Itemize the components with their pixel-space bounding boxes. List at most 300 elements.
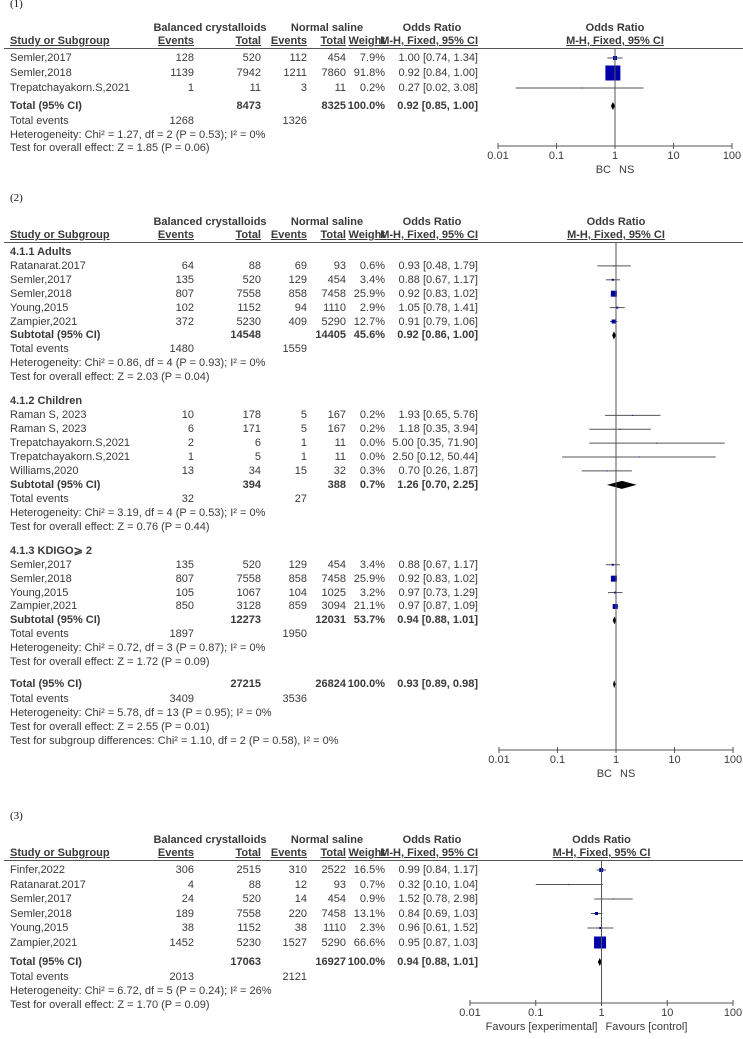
- x-tick-label: 0.1: [548, 150, 565, 162]
- effect-box: [612, 279, 614, 281]
- subtotal-label: Subtotal (95% CI): [10, 329, 101, 342]
- weight: 0.0%: [359, 437, 385, 450]
- odds-ratio-ci: 0.92 [0.84, 1.00]: [398, 67, 478, 79]
- subgroup-differences-text: Test for subgroup differences: Chi² = 1.10, df = 2 (P = 0.58), I² = 0%: [10, 734, 339, 747]
- total-bc: 1152: [237, 301, 261, 314]
- odds-ratio-ci: 1.26 [0.70, 2.25]: [397, 478, 478, 491]
- events-bc: 135: [175, 273, 194, 286]
- events-bc: 128: [175, 52, 194, 64]
- weight: 3.4%: [359, 273, 385, 286]
- events-header: Events: [157, 229, 194, 241]
- total-bc: 7558: [236, 907, 261, 920]
- events-bc: 1480: [169, 343, 194, 356]
- odds-ratio-ci: 0.91 [0.79, 1.06]: [398, 315, 478, 328]
- events-ns: 12: [294, 878, 307, 891]
- total-ns: 12031: [315, 614, 346, 627]
- total-label: Total (95% CI): [10, 100, 82, 112]
- events-header: Events: [157, 847, 194, 859]
- total-ns: 454: [327, 52, 346, 64]
- plot-title: Odds Ratio: [572, 834, 631, 846]
- total-label: Total (95% CI): [10, 678, 82, 691]
- odds-ratio-ci: 0.97 [0.73, 1.29]: [398, 586, 478, 599]
- events-ns: 1: [300, 451, 307, 464]
- study-name: Zampier,2021: [10, 936, 78, 949]
- events-ns: 129: [288, 273, 307, 286]
- total-bc: 394: [242, 478, 261, 491]
- total-bc: 3128: [236, 600, 261, 613]
- events-ns: 2121: [282, 971, 307, 983]
- study-name: Semler,2017: [10, 52, 72, 64]
- weight: 21.1%: [353, 600, 385, 613]
- total-bc: 520: [242, 558, 261, 571]
- weight: 16.5%: [353, 864, 385, 876]
- study-name: Semler,2017: [10, 893, 72, 905]
- study-name: Raman S, 2023: [10, 409, 87, 422]
- study-name: Semler,2017: [10, 273, 72, 286]
- overall-effect-text: Test for overall effect: Z = 2.03 (P = 0.04): [10, 371, 210, 384]
- odds-ratio-ci: 0.92 [0.85, 1.00]: [397, 100, 478, 112]
- study-name: Semler,2018: [10, 907, 72, 920]
- odds-ratio-ci: 0.94 [0.88, 1.01]: [397, 956, 478, 968]
- effect-box: [656, 443, 657, 444]
- total-ns: 1110: [323, 301, 346, 314]
- total-bc: 17063: [230, 956, 261, 968]
- weight-header: Weight: [348, 847, 385, 859]
- favours-left-label: BC: [595, 164, 611, 176]
- overall-effect-text: Test for overall effect: Z = 0.76 (P = 0.44): [10, 520, 210, 533]
- odds-ratio-ci: 0.88 [0.67, 1.17]: [398, 273, 478, 286]
- effect-box: [614, 265, 615, 266]
- weight: 2.9%: [359, 301, 385, 314]
- odds-ratio-ci: 0.27 [0.02, 3.08]: [398, 82, 478, 94]
- subgroup-title: 4.1.1 Adults: [10, 246, 72, 258]
- summary-diamond: [607, 481, 637, 489]
- total-ns: 93: [333, 878, 346, 891]
- events-bc: 2: [187, 437, 194, 450]
- overall-effect-text: Test for overall effect: Z = 1.72 (P = 0.09): [10, 656, 210, 669]
- heterogeneity-text: Heterogeneity: Chi² = 0.72, df = 3 (P = 0.87); I² = 0%: [10, 642, 266, 655]
- weight: 0.7%: [359, 478, 385, 491]
- events-ns: 1211: [283, 67, 307, 79]
- odds-ratio-ci: 0.93 [0.89, 0.98]: [397, 678, 478, 691]
- panel-label: (2): [10, 192, 23, 204]
- weight: 7.9%: [359, 52, 385, 64]
- events-ns: 1326: [282, 115, 307, 127]
- total-events-label: Total events: [10, 628, 69, 641]
- overall-effect-text: Test for overall effect: Z = 1.70 (P = 0.09): [10, 999, 210, 1011]
- total-ns: 14405: [315, 329, 346, 342]
- weight: 0.3%: [359, 464, 385, 477]
- total-ns: 11: [334, 451, 346, 464]
- overall-effect-text: Test for overall effect: Z = 1.85 (P = 0.06): [10, 142, 210, 154]
- weight: 45.6%: [353, 329, 385, 342]
- x-tick-label: 0.1: [549, 754, 566, 766]
- or-column-header: Odds Ratio: [402, 216, 462, 228]
- total-ns: 1025: [321, 586, 346, 599]
- total-bc: 88: [248, 259, 261, 272]
- weight: 0.9%: [359, 893, 385, 905]
- total-ns: 1110: [323, 922, 346, 934]
- effect-box: [594, 937, 606, 949]
- events-header: Events: [157, 35, 194, 47]
- events-bc: 32: [181, 492, 194, 505]
- study-name: Trepatchayakorn.S,2021: [10, 451, 131, 464]
- study-name: Semler,2018: [10, 67, 72, 79]
- study-name: Zampier,2021: [10, 315, 78, 328]
- events-bc: 2013: [169, 971, 194, 983]
- effect-box: [605, 66, 620, 81]
- odds-ratio-ci: 0.92 [0.83, 1.02]: [398, 572, 478, 585]
- x-tick-label: 0.01: [488, 754, 510, 766]
- study-name: Ratanarat.2017: [10, 259, 86, 272]
- events-ns: 859: [288, 600, 307, 613]
- events-bc: 1268: [169, 115, 194, 127]
- study-name: Zampier,2021: [10, 600, 78, 613]
- effect-box: [612, 564, 614, 566]
- weight: 0.2%: [359, 409, 385, 422]
- events-bc: 38: [181, 922, 194, 934]
- weight: 66.6%: [353, 936, 385, 949]
- total-bc: 1152: [237, 922, 261, 934]
- study-name: Raman S, 2023: [10, 423, 87, 436]
- subgroup-title: 4.1.3 KDIGO⩾ 2: [10, 544, 92, 557]
- total-events-label: Total events: [10, 971, 69, 983]
- or-method-header: M-H, Fixed, 95% CI: [380, 229, 478, 241]
- events-bc: 1452: [169, 936, 194, 949]
- weight: 2.3%: [359, 922, 385, 934]
- total-header: Total: [235, 35, 261, 47]
- study-name: Young,2015: [10, 301, 69, 314]
- total-bc: 171: [242, 423, 261, 436]
- effect-box: [632, 415, 633, 416]
- study-column-header: Study or Subgroup: [10, 847, 110, 859]
- effect-box: [595, 912, 598, 915]
- weight: 0.2%: [359, 423, 385, 436]
- events-bc: 24: [181, 893, 194, 905]
- overall-effect-text: Test for overall effect: Z = 2.55 (P = 0.01): [10, 721, 210, 734]
- events-ns: 69: [294, 259, 307, 272]
- events-ns: 1950: [282, 628, 307, 641]
- study-name: Young,2015: [10, 922, 69, 934]
- total-ns: 5290: [321, 936, 346, 949]
- total-header: Total: [320, 35, 346, 47]
- weight: 100.0%: [347, 678, 385, 691]
- events-ns: 310: [288, 864, 307, 876]
- odds-ratio-ci: 0.92 [0.83, 1.02]: [398, 287, 478, 300]
- total-ns: 167: [327, 423, 346, 436]
- weight-header: Weight: [348, 35, 385, 47]
- events-ns: 3: [300, 82, 307, 94]
- odds-ratio-ci: 0.94 [0.88, 1.01]: [397, 614, 478, 627]
- events-bc: 189: [175, 907, 194, 920]
- effect-box: [612, 320, 616, 324]
- weight: 3.4%: [359, 558, 385, 571]
- plot-method-header: M-H, Fixed, 95% CI: [566, 35, 664, 47]
- total-ns: 8325: [321, 100, 346, 112]
- x-tick-label: 0.01: [459, 1007, 481, 1019]
- total-header: Total: [235, 229, 261, 241]
- events-ns: 1559: [282, 343, 307, 356]
- study-name: Young,2015: [10, 586, 69, 599]
- events-bc: 807: [175, 287, 194, 300]
- group1-header: Balanced crystalloids: [153, 22, 267, 34]
- x-tick-label: 10: [661, 1007, 674, 1019]
- total-bc: 7558: [236, 287, 261, 300]
- total-label: Total (95% CI): [10, 956, 82, 968]
- study-name: Trepatchayakorn.S,2021: [10, 437, 131, 450]
- group2-header: Normal saline: [290, 834, 364, 846]
- heterogeneity-text: Heterogeneity: Chi² = 6.72, df = 5 (P = 0.24); I² = 26%: [10, 985, 272, 997]
- total-ns: 454: [327, 893, 346, 905]
- weight: 100.0%: [347, 100, 385, 112]
- events-bc: 1897: [169, 628, 194, 641]
- total-ns: 7458: [321, 572, 346, 585]
- events-header: Events: [270, 35, 307, 47]
- weight-header: Weight: [348, 229, 385, 241]
- or-method-header: M-H, Fixed, 95% CI: [380, 35, 478, 47]
- events-ns: 5: [300, 409, 307, 422]
- effect-box: [639, 457, 640, 458]
- study-name: Finfer,2022: [10, 864, 66, 876]
- weight: 3.2%: [359, 586, 385, 599]
- total-ns: 454: [327, 273, 346, 286]
- events-ns: 858: [288, 287, 307, 300]
- total-bc: 5230: [236, 315, 261, 328]
- total-ns: 11: [334, 82, 346, 94]
- odds-ratio-ci: 0.70 [0.26, 1.87]: [398, 464, 478, 477]
- weight: 13.1%: [353, 907, 385, 920]
- odds-ratio-ci: 0.96 [0.61, 1.52]: [398, 922, 478, 934]
- total-bc: 6: [254, 437, 261, 450]
- events-bc: 105: [175, 586, 194, 599]
- study-name: Semler,2018: [10, 572, 72, 585]
- events-ns: 15: [294, 464, 307, 477]
- or-column-header: Odds Ratio: [402, 834, 462, 846]
- study-column-header: Study or Subgroup: [10, 35, 110, 47]
- odds-ratio-ci: 2.50 [0.12, 50.44]: [392, 451, 478, 464]
- total-header: Total: [320, 229, 346, 241]
- x-tick-label: 0.1: [528, 1007, 544, 1019]
- odds-ratio-ci: 0.32 [0.10, 1.04]: [398, 878, 478, 891]
- total-ns: 26824: [315, 678, 346, 691]
- total-events-label: Total events: [10, 693, 69, 706]
- odds-ratio-ci: 0.84 [0.69, 1.03]: [398, 907, 478, 920]
- study-name: Semler,2018: [10, 287, 72, 300]
- total-bc: 5230: [236, 936, 261, 949]
- weight: 0.0%: [359, 451, 385, 464]
- study-name: Williams,2020: [10, 464, 79, 477]
- weight: 12.7%: [353, 315, 385, 328]
- events-bc: 3409: [169, 693, 194, 706]
- odds-ratio-ci: 0.97 [0.87, 1.09]: [398, 600, 478, 613]
- total-bc: 5: [254, 451, 261, 464]
- total-bc: 7942: [236, 67, 261, 79]
- x-tick-label: 10: [667, 150, 680, 162]
- heterogeneity-text: Heterogeneity: Chi² = 3.19, df = 4 (P = 0.53); I² = 0%: [10, 506, 266, 519]
- events-bc: 1: [187, 451, 194, 464]
- subgroup-title: 4.1.2 Children: [10, 395, 83, 408]
- events-header: Events: [270, 847, 307, 859]
- plot-title: Odds Ratio: [585, 22, 645, 34]
- total-bc: 8473: [236, 100, 261, 112]
- weight: 25.9%: [353, 572, 385, 585]
- events-ns: 27: [294, 492, 307, 505]
- summary-diamond: [611, 102, 615, 110]
- effect-box: [568, 884, 569, 885]
- total-bc: 88: [248, 878, 261, 891]
- header-rule: [4, 48, 743, 49]
- total-bc: 27215: [230, 678, 261, 691]
- events-bc: 372: [175, 315, 194, 328]
- x-tick-label: 1: [612, 754, 620, 766]
- weight: 91.8%: [353, 67, 385, 79]
- total-bc: 14548: [230, 329, 261, 342]
- total-bc: 34: [248, 464, 261, 477]
- favours-right-label: Favours [control]: [605, 1021, 688, 1033]
- events-ns: 5: [300, 423, 307, 436]
- events-ns: 104: [288, 586, 307, 599]
- odds-ratio-ci: 0.99 [0.84, 1.17]: [398, 864, 478, 876]
- heterogeneity-text: Heterogeneity: Chi² = 5.78, df = 13 (P = 0.95); I² = 0%: [10, 707, 272, 720]
- events-bc: 135: [175, 558, 194, 571]
- study-name: Semler,2017: [10, 558, 72, 571]
- x-tick-label: 100: [723, 754, 743, 766]
- heterogeneity-text: Heterogeneity: Chi² = 1.27, df = 2 (P = 0.53); I² = 0%: [10, 129, 266, 141]
- x-tick-label: 1: [598, 1007, 605, 1019]
- effect-box: [616, 307, 618, 309]
- odds-ratio-ci: 1.18 [0.35, 3.94]: [398, 423, 478, 436]
- total-events-label: Total events: [10, 492, 69, 505]
- events-bc: 850: [175, 600, 194, 613]
- weight: 53.7%: [353, 614, 385, 627]
- events-header: Events: [270, 229, 307, 241]
- total-bc: 2515: [236, 864, 261, 876]
- weight: 0.6%: [359, 259, 385, 272]
- effect-box: [620, 429, 621, 430]
- events-ns: 1527: [282, 936, 307, 949]
- total-events-label: Total events: [10, 115, 69, 127]
- odds-ratio-ci: 0.88 [0.67, 1.17]: [398, 558, 478, 571]
- events-bc: 13: [181, 464, 194, 477]
- events-bc: 10: [181, 409, 194, 422]
- total-ns: 11: [334, 437, 346, 450]
- total-bc: 520: [242, 893, 261, 905]
- total-ns: 16927: [315, 956, 346, 968]
- odds-ratio-ci: 1.52 [0.78, 2.98]: [398, 893, 478, 905]
- total-ns: 2522: [321, 864, 346, 876]
- study-name: Ratanarat.2017: [10, 878, 86, 891]
- weight: 25.9%: [353, 287, 385, 300]
- total-ns: 167: [327, 409, 346, 422]
- odds-ratio-ci: 1.05 [0.78, 1.41]: [398, 301, 478, 314]
- x-tick-label: 100: [723, 1007, 743, 1019]
- plot-method-header: M-H, Fixed, 95% CI: [552, 847, 651, 859]
- total-bc: 520: [242, 273, 261, 286]
- total-ns: 3094: [321, 600, 346, 613]
- events-ns: 3536: [282, 693, 307, 706]
- favours-right-label: NS: [619, 164, 635, 176]
- group1-header: Balanced crystalloids: [153, 834, 267, 846]
- total-bc: 12273: [230, 614, 261, 627]
- total-ns: 32: [333, 464, 346, 477]
- events-bc: 4: [187, 878, 194, 891]
- events-bc: 306: [175, 864, 194, 876]
- summary-diamond: [613, 680, 615, 688]
- total-ns: 7860: [321, 67, 346, 79]
- total-bc: 178: [242, 409, 261, 422]
- study-name: Trepatchayakorn.S,2021: [10, 82, 131, 94]
- events-ns: 858: [288, 572, 307, 585]
- events-bc: 102: [175, 301, 194, 314]
- plot-title: Odds Ratio: [586, 216, 646, 228]
- favours-right-label: NS: [620, 768, 636, 780]
- x-tick-label: 1: [611, 150, 619, 162]
- group1-header: Balanced crystalloids: [153, 216, 267, 228]
- total-bc: 520: [242, 52, 261, 64]
- subtotal-label: Subtotal (95% CI): [10, 614, 101, 627]
- effect-box: [606, 470, 607, 471]
- events-ns: 112: [289, 52, 307, 64]
- weight: 100.0%: [347, 956, 385, 968]
- x-tick-label: 0.01: [487, 150, 509, 162]
- odds-ratio-ci: 0.92 [0.86, 1.00]: [397, 329, 478, 342]
- or-method-header: M-H, Fixed, 95% CI: [380, 847, 478, 859]
- study-column-header: Study or Subgroup: [10, 229, 110, 241]
- total-ns: 5290: [321, 315, 346, 328]
- events-ns: 409: [288, 315, 307, 328]
- events-bc: 64: [181, 259, 194, 272]
- group2-header: Normal saline: [290, 216, 364, 228]
- events-bc: 6: [187, 423, 194, 436]
- effect-box: [581, 88, 582, 89]
- subtotal-label: Subtotal (95% CI): [10, 478, 101, 491]
- events-ns: 38: [294, 922, 307, 934]
- x-tick-label: 100: [722, 150, 742, 162]
- panel-label: (3): [10, 810, 23, 822]
- total-ns: 454: [327, 558, 346, 571]
- panel-label: (1): [10, 0, 23, 10]
- effect-box: [613, 604, 618, 609]
- weight: 0.2%: [359, 82, 385, 94]
- odds-ratio-ci: 5.00 [0.35, 71.90]: [392, 437, 478, 450]
- events-ns: 14: [294, 893, 307, 905]
- x-tick-label: 10: [668, 754, 681, 766]
- header-rule: [4, 860, 743, 861]
- or-column-header: Odds Ratio: [402, 22, 462, 34]
- total-events-label: Total events: [10, 343, 69, 356]
- events-ns: 220: [288, 907, 307, 920]
- events-ns: 129: [288, 558, 307, 571]
- total-ns: 93: [333, 259, 346, 272]
- total-ns: 7458: [321, 907, 346, 920]
- effect-box: [613, 899, 614, 900]
- group2-header: Normal saline: [290, 22, 364, 34]
- odds-ratio-ci: 0.93 [0.48, 1.79]: [398, 259, 478, 272]
- favours-left-label: Favours [experimental]: [485, 1021, 598, 1033]
- weight: 0.7%: [359, 878, 385, 891]
- events-ns: 1: [300, 437, 307, 450]
- total-ns: 388: [327, 478, 346, 491]
- odds-ratio-ci: 1.93 [0.65, 5.76]: [398, 409, 478, 422]
- events-ns: 94: [294, 301, 307, 314]
- header-rule: [4, 242, 743, 243]
- total-header: Total: [320, 847, 346, 859]
- total-ns: 7458: [321, 287, 346, 300]
- events-bc: 1139: [170, 67, 194, 79]
- total-bc: 1067: [236, 586, 261, 599]
- events-bc: 1: [187, 82, 194, 94]
- plot-method-header: M-H, Fixed, 95% CI: [567, 229, 665, 241]
